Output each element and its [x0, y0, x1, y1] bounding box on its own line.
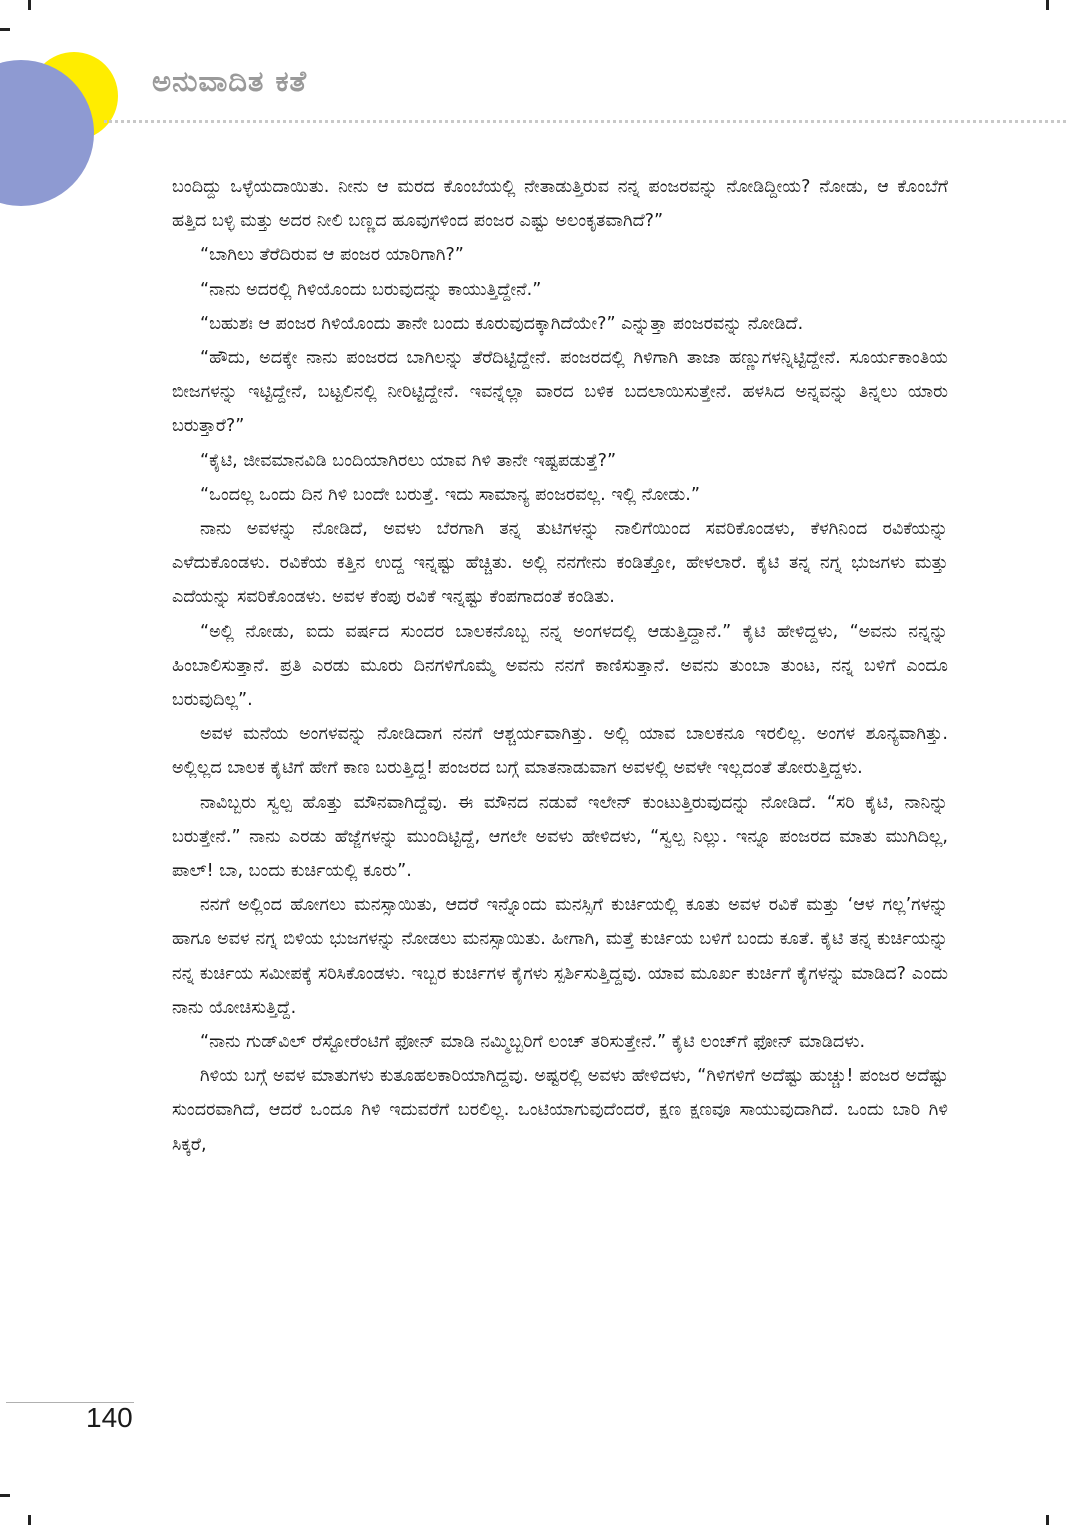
paragraph: “ಒಂದಲ್ಲ ಒಂದು ದಿನ ಗಿಳಿ ಬಂದೇ ಬರುತ್ತೆ. ಇದು ಸಾಮಾನ್ಯ ಪಂಜರವಲ್ಲ. ಇಲ್ಲಿ ನೋಡು.” [200, 484, 700, 505]
paragraph: ನನಗೆ ಅಲ್ಲಿಂದ ಹೋಗಲು ಮನಸ್ಸಾಯಿತು, ಆದರೆ ಇನ್ನೊಂದು ಮನಸ್ಸಿಗೆ ಕುರ್ಚಿಯಲ್ಲಿ ಕೂತು ಅವಳ ರವಿಕೆ ಮತ್ತು ‘ಆಳ ಗಲ್ಲ’ಗಳನ್ನು ಹಾಗೂ ಅವಳ ನಗ್ನ ಬಿಳಿಯ ಭುಜಗಳನ್ನು ನೋಡಲು ಮನಸ್ಸಾಯಿತು. ಹೀಗಾಗಿ, ಮತ್ತೆ ಕುರ್ಚಿಯ ಬಳಿಗೆ ಬಂದು ಕೂತೆ. ಕೈಟಿ ತನ್ನ ಕುರ್ಚಿಯನ್ನು ನನ್ನ ಕುರ್ಚಿಯ ಸಮೀಪಕ್ಕೆ ಸರಿಸಿಕೊಂಡಳು. ಇಬ್ಬರ ಕುರ್ಚಿಗಳ ಕೈಗಳು ಸ್ಪರ್ಶಿಸುತ್ತಿದ್ದವು. ಯಾವ ಮೂರ್ಖ ಕುರ್ಚಿಗೆ ಕೈಗಳನ್ನು ಮಾಡಿದ? ಎಂದು ನಾನು ಯೋಚಿಸುತ್ತಿದ್ದೆ. [172, 895, 948, 1018]
paragraph: “ಹೌದು, ಅದಕ್ಕೇ ನಾನು ಪಂಜರದ ಬಾಗಿಲನ್ನು ತೆರೆದಿಟ್ಟಿದ್ದೇನೆ. ಪಂಜರದಲ್ಲಿ ಗಿಳಿಗಾಗಿ ತಾಜಾ ಹಣ್ಣುಗಳನ್ನಿಟ್ಟಿದ್ದೇನೆ. ಸೂರ್ಯಕಾಂತಿಯ ಬೀಜಗಳನ್ನು ಇಟ್ಟಿದ್ದೇನೆ, ಬಟ್ಟಲಿನಲ್ಲಿ ನೀರಿಟ್ಟಿದ್ದೇನೆ. ಇವನ್ನೆಲ್ಲಾ ವಾರದ ಬಳಿಕ ಬದಲಾಯಿಸುತ್ತೇನೆ. ಹಳಸಿದ ಅನ್ನವನ್ನು ತಿನ್ನಲು ಯಾರು ಬರುತ್ತಾರೆ?” [172, 348, 948, 437]
paragraph: ನಾವಿಬ್ಬರು ಸ್ವಲ್ಪ ಹೊತ್ತು ಮೌನವಾಗಿದ್ದೆವು. ಈ ಮೌನದ ನಡುವೆ ಇಲೇನ್ ಕುಂಟುತ್ತಿರುವುದನ್ನು ನೋಡಿದೆ. “ಸರಿ ಕೈಟಿ, ನಾನಿನ್ನು ಬರುತ್ತೇನೆ.” ನಾನು ಎರಡು ಹೆಜ್ಜೆಗಳನ್ನು ಮುಂದಿಟ್ಟಿದ್ದೆ, ಆಗಲೇ ಅವಳು ಹೇಳಿದಳು, “ಸ್ವಲ್ಪ ನಿಲ್ಲು. ಇನ್ನೂ ಪಂಜರದ ಮಾತು ಮುಗಿದಿಲ್ಲ, ಪಾಲ್! ಬಾ, ಬಂದು ಕುರ್ಚಿಯಲ್ಲಿ ಕೂರು”. [172, 792, 948, 882]
paragraph: “ಅಲ್ಲಿ ನೋಡು, ಐದು ವರ್ಷದ ಸುಂದರ ಬಾಲಕನೊಬ್ಬ ನನ್ನ ಅಂಗಳದಲ್ಲಿ ಆಡುತ್ತಿದ್ದಾನೆ.” ಕೈಟಿ ಹೇಳಿದ್ದಳು, “ಅವನು ನನ್ನನ್ನು ಹಿಂಬಾಲಿಸುತ್ತಾನೆ. ಪ್ರತಿ ಎರಡು ಮೂರು ದಿನಗಳಿಗೊಮ್ಮೆ ಅವನು ನನಗೆ ಕಾಣಿಸುತ್ತಾನೆ. ಅವನು ತುಂಬಾ ತುಂಟ, ನನ್ನ ಬಳಿಗೆ ಎಂದೂ ಬರುವುದಿಲ್ಲ”. [172, 621, 948, 711]
paragraph: “ಬಾಗಿಲು ತೆರೆದಿರುವ ಆ ಪಂಜರ ಯಾರಿಗಾಗಿ?” [200, 245, 464, 266]
paragraph: “ಕೈಟಿ, ಜೀವಮಾನವಿಡಿ ಬಂದಿಯಾಗಿರಲು ಯಾವ ಗಿಳಿ ತಾನೇ ಇಷ್ಟಪಡುತ್ತೆ?” [200, 450, 617, 471]
paragraph: ಗಿಳಿಯ ಬಗ್ಗೆ ಅವಳ ಮಾತುಗಳು ಕುತೂಹಲಕಾರಿಯಾಗಿದ್ದವು. ಅಷ್ಟರಲ್ಲಿ ಅವಳು ಹೇಳಿದಳು, “ಗಿಳಿಗಳಿಗೆ ಅದೆಷ್ಟು ಹುಚ್ಚು! ಪಂಜರ ಅದೆಷ್ಟು ಸುಂದರವಾಗಿದೆ, ಆದರೆ ಒಂದೂ ಗಿಳಿ ಇದುವರೆಗೆ ಬರಲಿಲ್ಲ. ಒಂಟಿಯಾಗುವುದೆಂದರೆ, ಕ್ಷಣ ಕ್ಷಣವೂ ಸಾಯುವುದಾಗಿದೆ. ಒಂದು ಬಾರಿ ಗಿಳಿ ಸಿಕ್ಕರೆ, [172, 1066, 948, 1155]
paragraph: “ಬಹುಶಃ ಆ ಪಂಜರ ಗಿಳಿಯೊಂದು ತಾನೇ ಬಂದು ಕೂರುವುದಕ್ಕಾಗಿದೆಯೇ?” ಎನ್ನುತ್ತಾ ಪಂಜರವನ್ನು ನೋಡಿದೆ. [200, 313, 804, 334]
crop-mark-top-right [1046, 0, 1049, 10]
header-dotted-rule [104, 120, 1066, 123]
crop-mark-left-top [0, 28, 10, 31]
paragraph: ನಾನು ಅವಳನ್ನು ನೋಡಿದೆ, ಅವಳು ಬೆರಗಾಗಿ ತನ್ನ ತುಟಿಗಳನ್ನು ನಾಲಿಗೆಯಿಂದ ಸವರಿಕೊಂಡಳು, ಕೆಳಗಿನಿಂದ ರವಿಕೆಯನ್ನು ಎಳೆದುಕೊಂಡಳು. ರವಿಕೆಯ ಕತ್ತಿನ ಉದ್ದ ಇನ್ನಷ್ಟು ಹೆಚ್ಚಿತು. ಅಲ್ಲಿ ನನಗೇನು ಕಂಡಿತ್ತೋ, ಹೇಳಲಾರೆ. ಕೈಟಿ ತನ್ನ ನಗ್ನ ಭುಜಗಳು ಮತ್ತು ಎದೆಯನ್ನು ಸವರಿಕೊಂಡಳು. ಅವಳ ಕೆಂಪು ರವಿಕೆ ಇನ್ನಷ್ಟು ಕೆಂಪಗಾದಂತೆ ಕಂಡಿತು. [172, 519, 948, 608]
crop-mark-bottom-left [28, 1515, 31, 1525]
paragraph: ಬಂದಿದ್ದು ಒಳ್ಳೆಯದಾಯಿತು. ನೀನು ಆ ಮರದ ಕೊಂಬೆಯಲ್ಲಿ ನೇತಾಡುತ್ತಿರುವ ನನ್ನ ಪಂಜರವನ್ನು ನೋಡಿದ್ದೀಯ? ನೋಡು, ಆ ಕೊಂಬೆಗೆ ಹತ್ತಿದ ಬಳ್ಳಿ ಮತ್ತು ಅದರ ನೀಲಿ ಬಣ್ಣದ ಹೂವುಗಳಿಂದ ಪಂಜರ ಎಷ್ಟು ಅಲಂಕೃತವಾಗಿದೆ?” [172, 177, 948, 232]
section-title: ಅನುವಾದಿತ ಕತೆ [152, 64, 308, 98]
crop-mark-bottom-right [1046, 1515, 1049, 1525]
story-body [172, 170, 948, 1162]
paragraph: ಅವಳ ಮನೆಯ ಅಂಗಳವನ್ನು ನೋಡಿದಾಗ ನನಗೆ ಆಶ್ಚರ್ಯವಾಗಿತ್ತು. ಅಲ್ಲಿ ಯಾವ ಬಾಲಕನೂ ಇರಲಿಲ್ಲ. ಅಂಗಳ ಶೂನ್ಯವಾಗಿತ್ತು. ಅಲ್ಲಿಲ್ಲದ ಬಾಲಕ ಕೈಟಿಗೆ ಹೇಗೆ ಕಾಣ ಬರುತ್ತಿದ್ದ! ಪಂಜರದ ಬಗ್ಗೆ ಮಾತನಾಡುವಾಗ ಅವಳಲ್ಲಿ ಅವಳೇ ಇಲ್ಲದಂತೆ ತೋರುತ್ತಿದ್ದಳು. [172, 724, 948, 779]
paragraph: “ನಾನು ಅದರಲ್ಲಿ ಗಿಳಿಯೊಂದು ಬರುವುದನ್ನು ಕಾಯುತ್ತಿದ್ದೇನೆ.” [200, 279, 542, 300]
crop-mark-top-left [28, 0, 31, 10]
paragraph: “ನಾನು ಗುಡ್‌ವಿಲ್ ರೆಸ್ಟೋರೆಂಟಿಗೆ ಫೋನ್ ಮಾಡಿ ನಮ್ಮಿಬ್ಬರಿಗೆ ಲಂಚ್ ತರಿಸುತ್ತೇನೆ.” ಕೈಟಿ ಲಂಚ್‌ಗೆ ಫೋನ್ ಮಾಡಿದಳು. [200, 1032, 866, 1053]
page-number: 140 [86, 1402, 133, 1433]
crop-mark-left-bottom [0, 1494, 10, 1497]
